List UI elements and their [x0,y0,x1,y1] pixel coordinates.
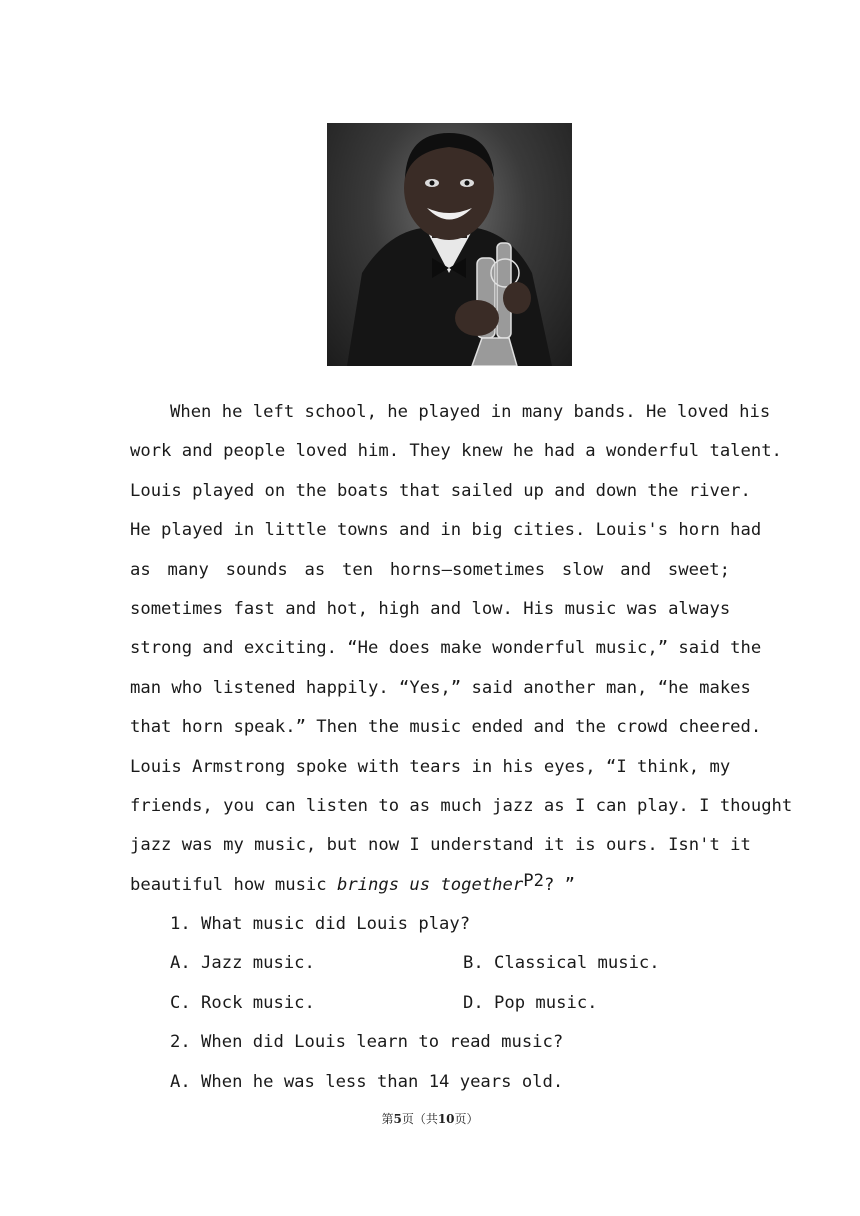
passage-line: sometimes fast and hot, high and low. His music was always [130,598,731,619]
passage-line: When he left school, he played in many bands. He loved his [170,402,771,422]
option-c: C. Rock music. [170,992,315,1013]
passage-line: Louis Armstrong spoke with tears in his eyes, “I think, my [130,756,731,777]
option-row [130,944,730,983]
passage-line: He played in little towns and in big cities. Louis's horn had [130,520,762,541]
passage-line: Louis played on the boats that sailed up and down the river. [130,480,751,501]
passage-line: jazz was my music, but now I understand it is ours. Isn't it [130,835,751,856]
passage-last-line [130,866,730,905]
footer-pre: 第 [381,1112,394,1126]
passage-line: work and people loved him. They knew he had a wonderful talent. [130,441,782,462]
passage-line: as many sounds as ten horns—sometimes slow and sweet; [130,559,730,580]
page-footer [0,1110,860,1127]
option-d: D. Pop music. [463,992,598,1013]
option-b: B. Classical music. [463,953,660,974]
footer-page-number: 5 [393,1112,402,1126]
passage [130,393,793,1102]
footer-post: 页） [454,1112,479,1126]
passage-line: man who listened happily. “Yes,” said another man, “he makes [130,677,751,698]
passage-last-suffix: ? ” [543,874,575,895]
footer-total-pages: 10 [437,1112,455,1126]
footer-mid: 页（共 [401,1112,438,1126]
question-stem: 1. What music did Louis play? [170,914,471,935]
question-stem: 2. When did Louis learn to read music? [170,1032,564,1053]
passage-line: friends, you can listen to as much jazz as I can play. I thought [130,795,793,816]
option-a: A. When he was less than 14 years old. [170,1071,564,1092]
passage-last-prefix: beautiful how music [130,874,337,895]
passage-marker: P2 [523,870,544,891]
louis-armstrong-photo [327,123,572,366]
option-row [130,984,730,1023]
option-a: A. Jazz music. [170,953,315,974]
passage-line: strong and exciting. “He does make wonderful music,” said the [130,638,762,659]
passage-italic-phrase: brings us together [336,874,524,895]
option-row [130,1063,730,1102]
passage-line: that horn speak.” Then the music ended and the crowd cheered. [130,717,762,738]
